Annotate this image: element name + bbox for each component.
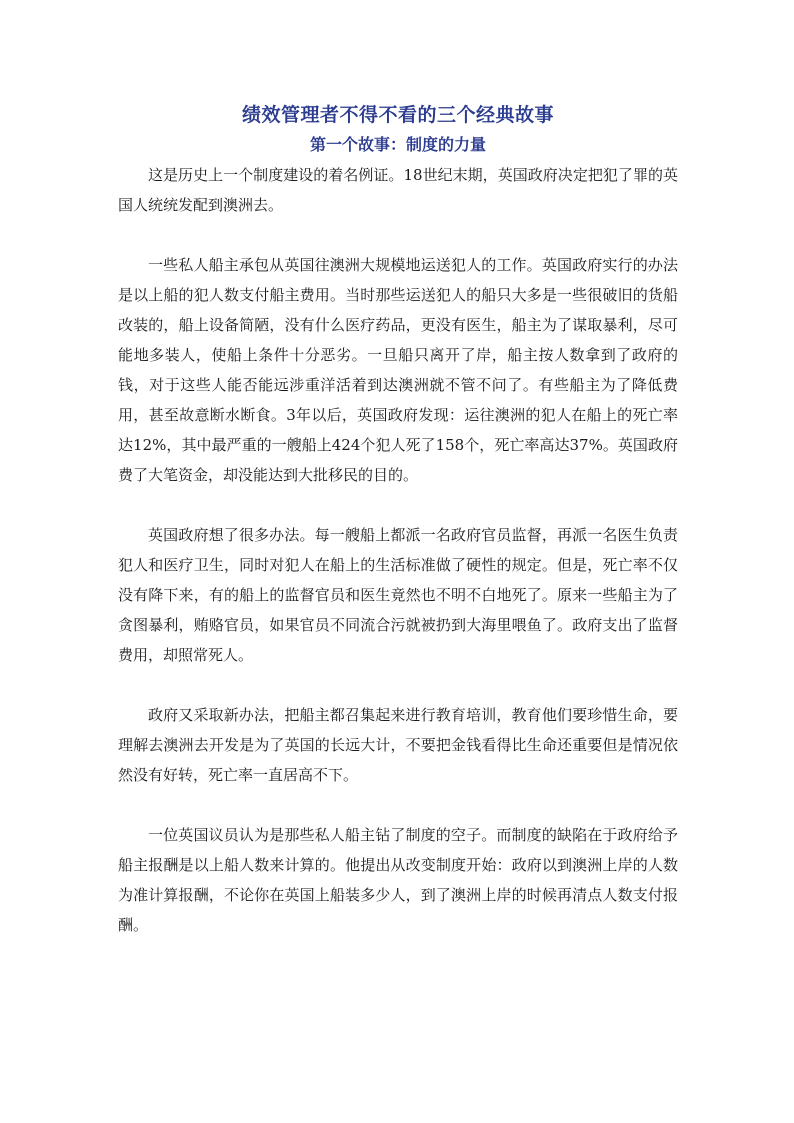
document-title: 绩效管理者不得不看的三个经典故事 [241, 104, 554, 126]
paragraph-5: 一位英国议员认为是那些私人船主钻了制度的空子。而制度的缺陷在于政府给予船主报酬是以上船人数来计算的。他提出从改变制度开始：政府以到澳洲上岸的人数为准计算报酬，不论你在英国上船装多少人，到了澳洲上岸的时候再清点人数支付报酬。 [118, 826, 678, 934]
paragraph-3: 英国政府想了很多办法。每一艘船上都派一名政府官员监督，再派一名医生负责犯人和医疗卫生，同时对犯人在船上的生活标准做了硬性的规定。但是，死亡率不仅没有降下来，有的船上的监督官员和医生竟然也不明不白地死了。原来一些船主为了贪图暴利，贿赂官员，如果官员不同流合污就被扔到大海里喂鱼了。政府支出了监督费用，却照常死人。 [118, 526, 678, 664]
paragraph-1: 这是历史上一个制度建设的着名例证。18世纪末期，英国政府决定把犯了罪的英国人统统发配到澳洲去。 [118, 166, 678, 214]
document-page [118, 100, 678, 970]
paragraph-4: 政府又采取新办法，把船主都召集起来进行教育培训，教育他们要珍惜生命，要理解去澳洲去开发是为了英国的长远大计，不要把金钱看得比生命还重要但是情况依然没有好转，死亡率一直居高不下。 [118, 706, 678, 784]
paragraph-2: 一些私人船主承包从英国往澳洲大规模地运送犯人的工作。英国政府实行的办法是以上船的犯人数支付船主费用。当时那些运送犯人的船只大多是一些很破旧的货船改装的，船上设备简陋，没有什么医疗药品，更没有医生，船主为了谋取暴利，尽可能地多装人，使船上条件十分恶劣。一旦船只离开了岸，船主按人数拿到了政府的钱，对于这些人能否能远涉重洋活着到达澳洲就不管不问了。有些船主为了降低费用，甚至故意断水断食。3年以后，英国政府发现：运往澳洲的犯人在船上的死亡率达12%，其中最严重的一艘船上424个犯人死了158个，死亡率高达37%。英国政府费了大笔资金，却没能达到大批移民的目的。 [118, 256, 678, 484]
story-subtitle: 第一个故事：制度的力量 [309, 135, 486, 154]
